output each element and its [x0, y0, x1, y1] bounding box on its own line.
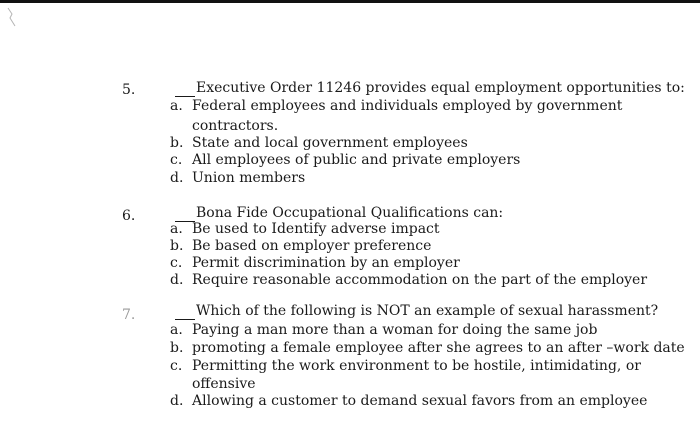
- option-c: [170, 358, 641, 375]
- option-letter: b.: [170, 340, 184, 356]
- option-text: Federal employees and individuals employed by government: [192, 98, 623, 114]
- option-letter: a.: [170, 221, 183, 237]
- question-number: 7.: [122, 307, 136, 323]
- option-text: All employees of public and private employers: [192, 152, 521, 168]
- answer-blank[interactable]: [175, 319, 195, 320]
- option-a-continuation: contractors.: [192, 118, 279, 134]
- option-text: Paying a man more than a woman for doing the same job: [192, 322, 598, 338]
- option-d: [170, 272, 647, 289]
- option-letter: a.: [170, 98, 183, 114]
- answer-blank[interactable]: [175, 96, 195, 97]
- option-text: promoting a female employee after she agrees to an after –work date: [192, 340, 685, 356]
- question-number: 6.: [122, 208, 136, 224]
- option-text: Require reasonable accommodation on the part of the employer: [192, 272, 648, 288]
- option-c-continuation: offensive: [192, 376, 256, 392]
- option-c: [170, 255, 460, 272]
- question-text: Bona Fide Occupational Qualifications can:: [196, 205, 504, 221]
- page-top-border: [0, 0, 700, 3]
- question-text: Executive Order 11246 provides equal employment opportunities to:: [196, 80, 685, 96]
- option-text: Be based on employer preference: [192, 238, 432, 254]
- scan-mark-icon: [6, 6, 20, 28]
- option-b: [170, 135, 468, 152]
- option-letter: b.: [170, 238, 184, 254]
- option-d: [170, 170, 305, 187]
- option-a: [170, 322, 597, 339]
- option-text: Permitting the work environment to be hostile, intimidating, or: [192, 358, 641, 374]
- option-letter: d.: [170, 272, 184, 288]
- question-number: 5.: [122, 82, 136, 98]
- question-text: Which of the following is NOT an example of sexual harassment?: [196, 303, 659, 319]
- option-text: State and local government employees: [192, 135, 468, 151]
- option-b: [170, 238, 431, 255]
- option-text: Permit discrimination by an employer: [192, 255, 460, 271]
- option-letter: b.: [170, 135, 184, 151]
- option-letter: d.: [170, 170, 184, 186]
- option-text: Union members: [192, 170, 306, 186]
- option-b: [170, 340, 685, 357]
- option-a: [170, 221, 440, 238]
- option-letter: c.: [170, 358, 183, 374]
- option-d: [170, 393, 647, 410]
- option-c: [170, 152, 520, 169]
- option-a: [170, 98, 622, 115]
- option-letter: a.: [170, 322, 183, 338]
- option-text: Allowing a customer to demand sexual favors from an employee: [192, 393, 648, 409]
- option-letter: c.: [170, 152, 183, 168]
- option-letter: d.: [170, 393, 184, 409]
- option-letter: c.: [170, 255, 183, 271]
- option-text: Be used to Identify adverse impact: [192, 221, 440, 237]
